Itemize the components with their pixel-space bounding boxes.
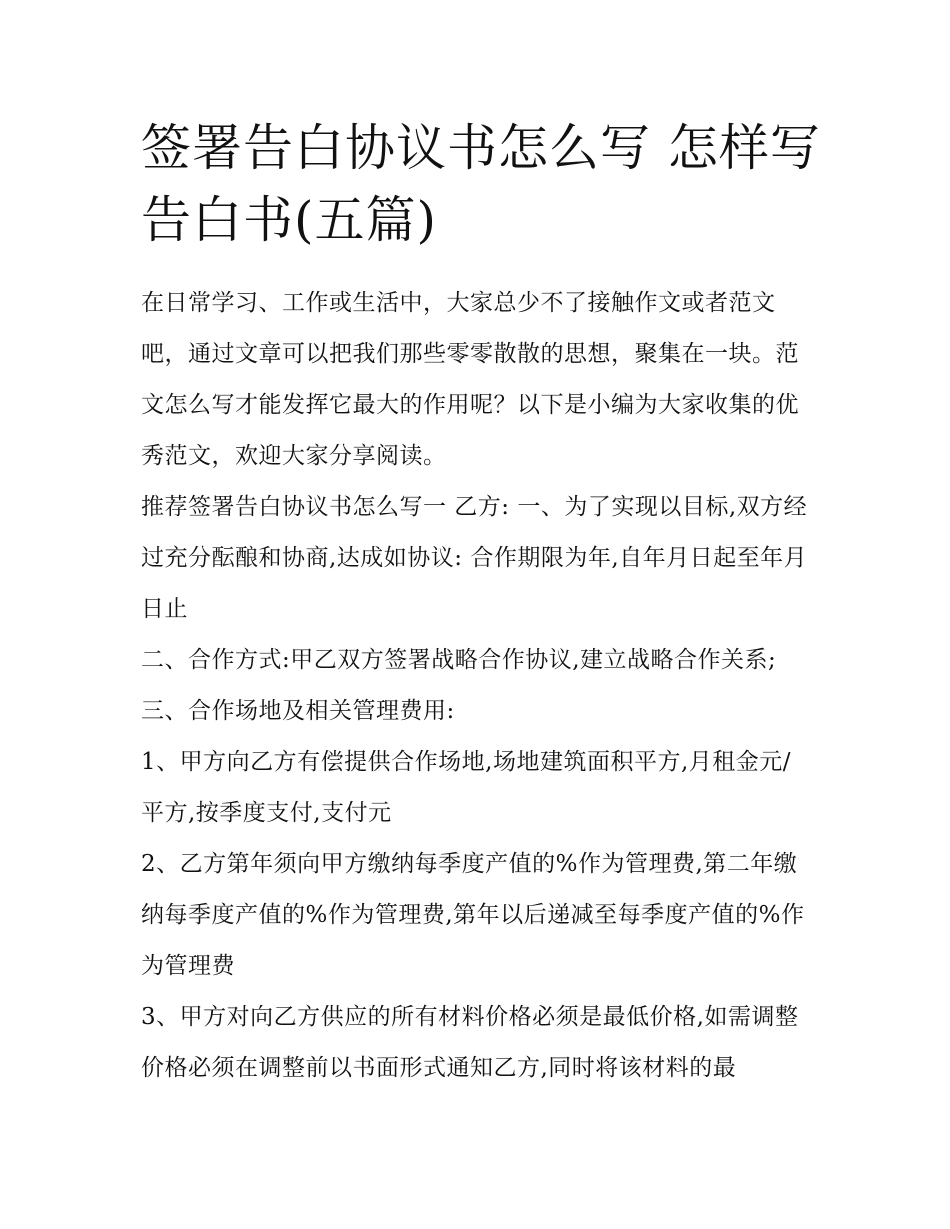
- clause-item-2: 2、乙方第年须向甲方缴纳每季度产值的%作为管理费,第二年缴纳每季度产值的%作为管理费,第年以后递减至每季度产值的%作为管理费: [141, 851, 805, 979]
- intro-paragraph: 在日常学习、工作或生活中，大家总少不了接触作文或者范文吧，通过文章可以把我们那些零零散散的思想，聚集在一块。范文怎么写才能发挥它最大的作用呢？以下是小编为大家收集的优秀范文，欢迎大家分享阅读。: [141, 290, 799, 469]
- document-body: [141, 278, 813, 1094]
- clause-item-3: 3、甲方对向乙方供应的所有材料价格必须是最低价格,如需调整价格必须在调整前以书面形式通知乙方,同时将该材料的最: [141, 1004, 799, 1081]
- clause-venue-fees-heading: 三、合作场地及相关管理费用:: [141, 698, 455, 724]
- clause-item-1: 1、甲方向乙方有偿提供合作场地,场地建筑面积平方,月租金元/平方,按季度支付,支付元: [141, 749, 792, 826]
- clause-cooperation-method: 二、合作方式:甲乙双方签署战略合作协议,建立战略合作关系;: [141, 647, 777, 673]
- agreement-preamble-paragraph: 推荐签署告白协议书怎么写一 乙方: 一、为了实现以目标,双方经过充分酝酿和协商,达成如协议: 合作期限为年,自年月日起至年月日止: [141, 494, 808, 622]
- document-title: 签署告白协议书怎么写 怎样写告白书(五篇): [141, 119, 821, 249]
